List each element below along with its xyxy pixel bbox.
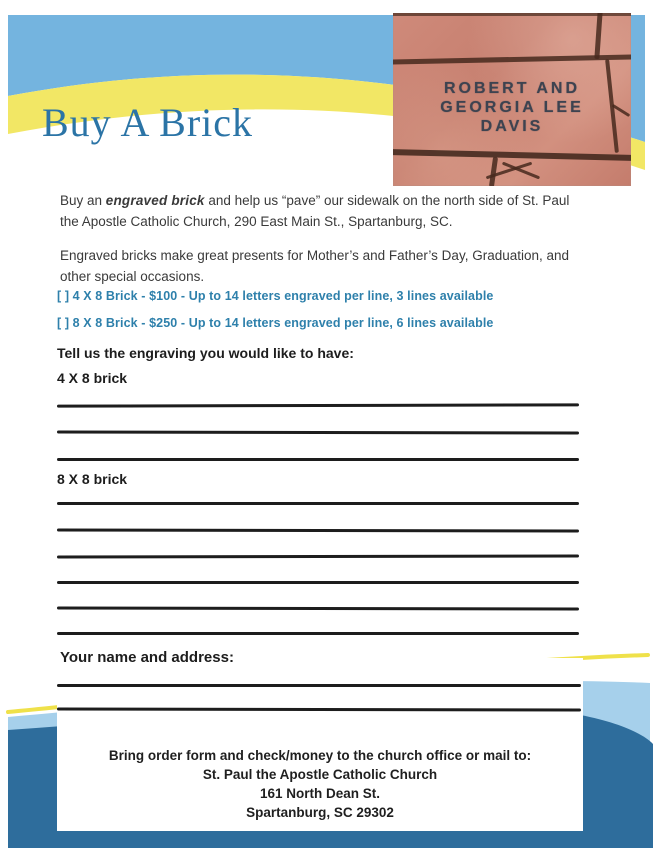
intro-paragraph-1	[60, 190, 575, 232]
brick-mortar-line	[393, 149, 631, 161]
engraving-line-8x8-4[interactable]	[57, 581, 579, 584]
engraving-line-4x8-2[interactable]	[57, 430, 579, 434]
intro-paragraph-2: Engraved bricks make great presents for Mother’s and Father’s Day, Graduation, and other special occasions.	[60, 247, 570, 284]
brick-engraving-text	[393, 79, 631, 136]
brick-photo	[393, 13, 631, 186]
engraving-line-4x8-1[interactable]	[57, 403, 579, 407]
mail-to-street: 161 North Dean St.	[259, 786, 381, 801]
intro-paragraph-1-emphasis: engraved brick	[105, 192, 205, 208]
brick-engraving-line: DAVIS	[480, 118, 544, 135]
brick-engraving-line: GEORGIA LEE	[440, 99, 584, 116]
engraving-line-8x8-6[interactable]	[57, 632, 579, 635]
engraving-line-8x8-2[interactable]	[57, 528, 579, 532]
engraving-line-8x8-1[interactable]	[57, 502, 579, 505]
page-title: Buy A Brick	[42, 100, 254, 145]
brick-mortar-line	[393, 13, 631, 16]
mail-to-text	[57, 746, 583, 822]
name-address-line-1[interactable]	[57, 684, 581, 687]
intro-paragraph-1-suffix: and help us “pave” our sidewalk on the north side of St. Paul the Apostle Catholic Church, 290 East Main St., Spartanburg, SC.	[60, 192, 570, 229]
brick-4x8-label: 4 X 8 brick	[57, 370, 128, 386]
intro-paragraph-1-prefix: Buy an	[60, 192, 106, 208]
brick-engraving-line: ROBERT AND	[443, 80, 581, 97]
brick-mortar-line	[594, 13, 602, 59]
option-8x8-brick[interactable]: [ ] 8 X 8 Brick - $250 - Up to 14 letters engraved per line, 6 lines available	[57, 316, 494, 330]
mail-to-city-state-zip: Spartanburg, SC 29302	[246, 805, 394, 820]
mail-to-church-name: St. Paul the Apostle Catholic Church	[202, 767, 438, 782]
name-address-label: Your name and address:	[60, 649, 234, 666]
engraving-line-4x8-3[interactable]	[57, 458, 579, 461]
engraving-line-8x8-3[interactable]	[57, 554, 579, 558]
engraving-line-8x8-5[interactable]	[57, 607, 579, 611]
mail-to-instruction: Bring order form and check/money to the church office or mail to:	[108, 748, 532, 763]
brick-8x8-label: 8 X 8 brick	[57, 471, 128, 487]
engraving-prompt: Tell us the engraving you would like to have:	[57, 345, 354, 361]
brick-mortar-line	[489, 157, 498, 186]
option-4x8-brick[interactable]: [ ] 4 X 8 Brick - $100 - Up to 14 letters engraved per line, 3 lines available	[57, 289, 494, 303]
